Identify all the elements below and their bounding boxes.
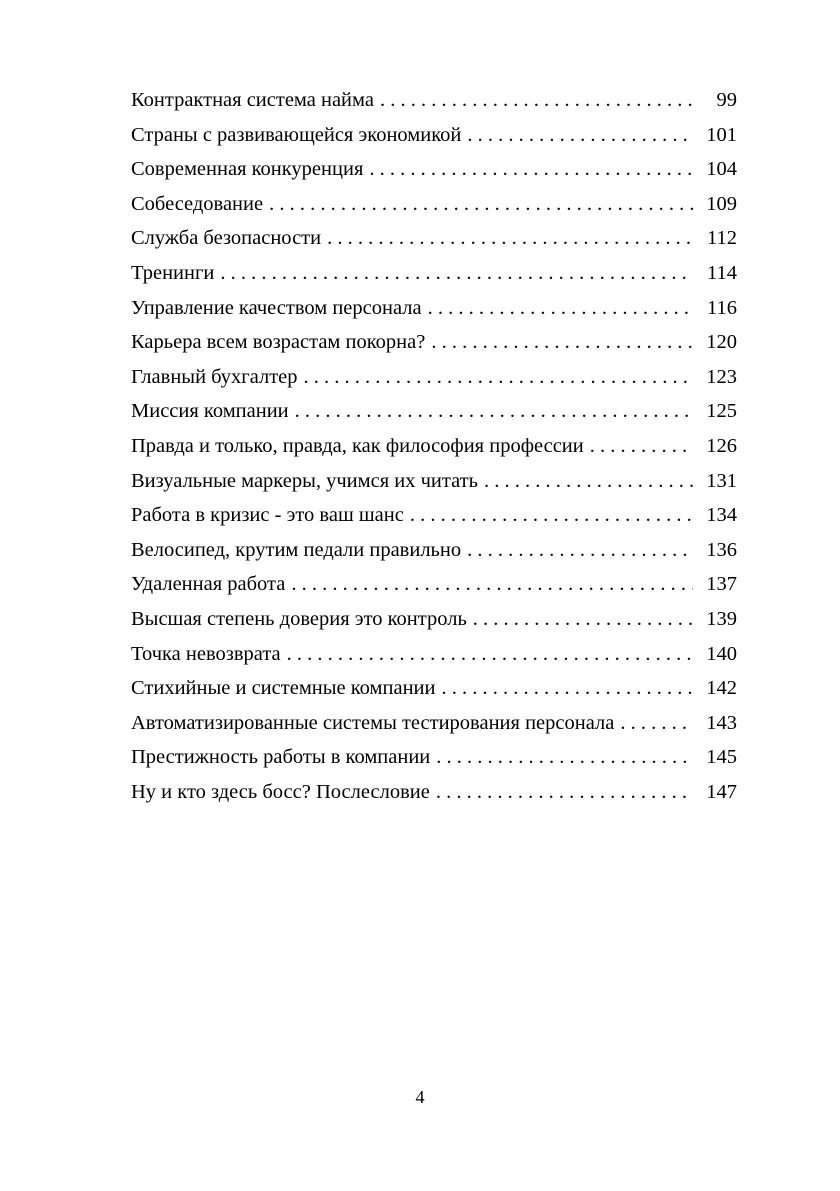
dot-leader <box>363 152 693 187</box>
toc-entry-page: 109 <box>706 192 737 215</box>
toc-entry-title: Тренинги <box>131 261 215 284</box>
toc-entry[interactable] <box>131 602 737 637</box>
toc-entry-page: 134 <box>706 504 737 527</box>
toc-entry-title: Современная конкуренция <box>131 158 364 181</box>
toc-entry-page: 123 <box>706 365 737 388</box>
toc-entry-title: Стихийные и системные компании <box>131 677 436 700</box>
toc-entry[interactable] <box>131 706 737 741</box>
toc-entry-page: 143 <box>706 711 737 734</box>
toc-entry-page: 126 <box>706 434 737 457</box>
dot-leader <box>404 498 693 533</box>
toc-entry[interactable] <box>131 464 737 499</box>
toc-entry-title: Собеседование <box>131 192 264 215</box>
dot-leader <box>422 291 693 326</box>
toc-entry-page: 147 <box>706 780 737 803</box>
toc-entry-title: Ну и кто здесь босс? Послесловие <box>131 780 430 803</box>
toc-entry-title: Карьера всем возрастам покорна? <box>131 331 426 354</box>
toc-entry-page: 112 <box>707 227 737 250</box>
toc-entry-title: Визуальные маркеры, учимся их читать <box>131 469 478 492</box>
dot-leader <box>461 533 693 568</box>
toc-entry[interactable] <box>131 360 737 395</box>
toc-entry[interactable] <box>131 429 737 464</box>
toc-entry-page: 99 <box>716 89 737 111</box>
toc-entry-page: 120 <box>706 331 737 354</box>
toc-entry-title: Престижность работы в компании <box>131 746 431 769</box>
toc-entry[interactable] <box>131 152 737 187</box>
dot-leader <box>214 256 693 291</box>
toc-entry-title: Управление качеством персонала <box>131 296 422 319</box>
dot-leader <box>263 187 693 222</box>
toc-entry-title: Работа в кризис - это ваш шанс <box>131 504 404 527</box>
dot-leader <box>425 325 693 360</box>
toc-entry-page: 145 <box>706 746 737 769</box>
toc-entry[interactable] <box>131 671 737 706</box>
toc-entry-title: Точка невозврата <box>131 642 281 665</box>
toc-entry-title: Служба безопасности <box>131 227 322 250</box>
dot-leader <box>430 775 693 810</box>
dot-leader <box>461 118 693 153</box>
toc-entry[interactable] <box>131 740 737 775</box>
toc-entry[interactable] <box>131 256 737 291</box>
dot-leader <box>321 221 693 256</box>
dot-leader <box>289 394 693 429</box>
toc-entry-page: 139 <box>706 607 737 630</box>
dot-leader <box>298 360 693 395</box>
page-number: 4 <box>415 1087 425 1107</box>
toc-entry-title: Автоматизированные системы тестирования персонала <box>131 711 615 734</box>
toc-entry[interactable] <box>131 637 737 672</box>
toc-entry-title: Правда и только, правда, как философия профессии <box>131 434 584 457</box>
toc-entry-page: 140 <box>706 642 737 665</box>
toc-entry[interactable] <box>131 221 737 256</box>
toc-entry[interactable] <box>131 187 737 222</box>
toc-entry[interactable] <box>131 291 737 326</box>
dot-leader <box>584 429 693 464</box>
toc-entry-page: 137 <box>706 573 737 596</box>
toc-entry-title: Велосипед, крутим педали правильно <box>131 538 462 561</box>
toc-entry[interactable] <box>131 83 737 118</box>
toc-entry[interactable] <box>131 775 737 810</box>
dot-leader <box>436 671 694 706</box>
toc-entry-title: Высшая степень доверия это контроль <box>131 607 467 630</box>
toc-entry[interactable] <box>131 498 737 533</box>
dot-leader <box>374 83 693 118</box>
dot-leader <box>430 740 693 775</box>
dot-leader <box>467 602 693 637</box>
toc-entry-page: 116 <box>707 296 737 319</box>
toc-entry-title: Миссия компании <box>131 400 289 423</box>
toc-entry-page: 131 <box>706 469 737 492</box>
toc-entry-title: Страны с развивающейся экономикой <box>131 123 462 146</box>
toc-entry-page: 104 <box>706 158 737 181</box>
dot-leader <box>478 464 693 499</box>
toc-entry[interactable] <box>131 325 737 360</box>
dot-leader <box>281 637 693 672</box>
toc-entry-page: 142 <box>706 677 737 700</box>
dot-leader <box>614 706 693 741</box>
toc-entry-title: Удаленная работа <box>131 573 286 596</box>
dot-leader <box>285 567 693 602</box>
toc-entry-title: Главный бухгалтер <box>131 365 298 388</box>
toc-entry[interactable] <box>131 533 737 568</box>
toc-entry-page: 101 <box>706 123 737 146</box>
toc-entry[interactable] <box>131 567 737 602</box>
table-of-contents <box>131 83 737 809</box>
toc-entry-page: 114 <box>707 261 737 284</box>
toc-entry-page: 125 <box>706 400 737 423</box>
toc-entry[interactable] <box>131 118 737 153</box>
toc-entry-title: Контрактная система найма <box>131 89 374 111</box>
toc-entry[interactable] <box>131 394 737 429</box>
toc-entry-page: 136 <box>706 538 737 561</box>
